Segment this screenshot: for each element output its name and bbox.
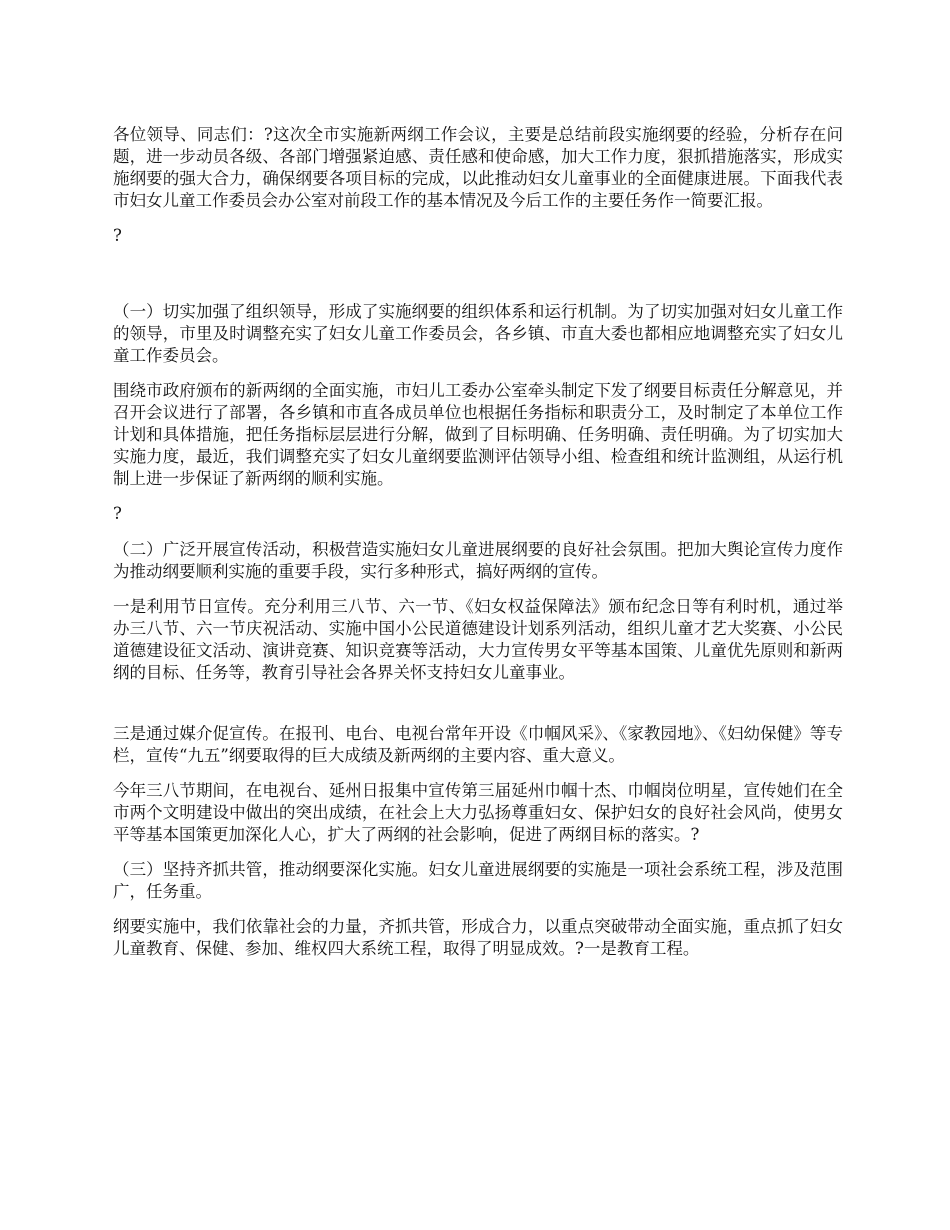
paragraph-section-3-heading: （三）坚持齐抓共管，推动纲要深化实施。妇女儿童进展纲要的实施是一项社会系统工程，涉及范围广，任务重。 xyxy=(113,860,843,901)
blank-gap xyxy=(113,697,843,723)
paragraph-section-3-body: 纲要实施中，我们依靠社会的力量，齐抓共管，形成合力，以重点突破带动全面实施，重点抓了妇女儿童教育、保健、参加、维权四大系统工程，取得了明显成效。?一是教育工程。 xyxy=(113,917,843,958)
paragraph-section-1-heading: （一）切实加强了组织领导，形成了实施纲要的组织体系和运行机制。为了切实加强对妇女儿童工作的领导，市里及时调整充实了妇女儿童工作委员会，各乡镇、市直大委也都相应地调整充实了妇女儿童工作委员会。 xyxy=(113,302,843,365)
paragraph-opening: 各位领导、同志们：?这次全市实施新两纲工作会议，主要是总结前段实施纲要的经验，分析存在问题，进一步动员各级、各部门增强紧迫感、责任感和使命感，加大工作力度，狠抓措施落实，形成实施纲要的强大合力，确保纲要各项目标的完成，以此推动妇女儿童事业的全面健康进展。下面我代表市妇女儿童工作委员会办公室对前段工作的基本情况及今后工作的主要任务作一简要汇报。 xyxy=(113,125,843,210)
paragraph-section-2-body: 今年三八节期间，在电视台、延州日报集中宣传第三届延州巾帼十杰、巾帼岗位明星，宣传她们在全市两个文明建设中做出的突出成绩，在社会上大力弘扬尊重妇女、保护妇女的良好社会风尚，使男女平等基本国策更加深化人心，扩大了两纲的社会影响，促进了两纲目标的落实。? xyxy=(113,781,843,844)
paragraph-section-2-item-3: 三是通过媒介促宣传。在报刊、电台、电视台常年开设《巾帼风采》、《家教园地》、《妇幼保健》等专栏，宣传“九五”纲要取得的巨大成绩及新两纲的主要内容、重大意义。 xyxy=(113,724,843,765)
paragraph-section-2-heading: （二）广泛开展宣传活动，积极营造实施妇女儿童进展纲要的良好社会氛围。把加大舆论宣传力度作为推动纲要顺利实施的重要手段，实行多种形式，搞好两纲的宣传。 xyxy=(113,540,843,581)
document-body xyxy=(113,124,843,973)
blank-gap xyxy=(113,261,843,301)
paragraph-section-2-item-1: 一是利用节日宣传。充分利用三八节、六一节、《妇女权益保障法》颁布纪念日等有利时机，通过举办三八节、六一节庆祝活动、实施中国小公民道德建设计划系列活动，组织儿童才艺大奖赛、小公民道德建设征文活动、演讲竞赛、知识竞赛等活动，大力宣传男女平等基本国策、儿童优先原则和新两纲的目标、任务等，教育引导社会各界关怀支持妇女儿童事业。 xyxy=(113,597,843,682)
paragraph-section-1-body: 围绕市政府颁布的新两纲的全面实施，市妇儿工委办公室牵头制定下发了纲要目标责任分解意见，并召开会议进行了部署，各乡镇和市直各成员单位也根据任务指标和职责分工，及时制定了本单位工作计划和具体措施，把任务指标层层进行分解，做到了目标明确、任务明确、责任明确。为了切实加大实施力度，最近，我们调整充实了妇女儿童纲要监测评估领导小组、检查组和统计监测组，从运行机制上进一步保证了新两纲的顺利实施。 xyxy=(113,381,843,488)
paragraph-marker: ? xyxy=(113,504,122,523)
paragraph-marker: ? xyxy=(113,226,122,245)
